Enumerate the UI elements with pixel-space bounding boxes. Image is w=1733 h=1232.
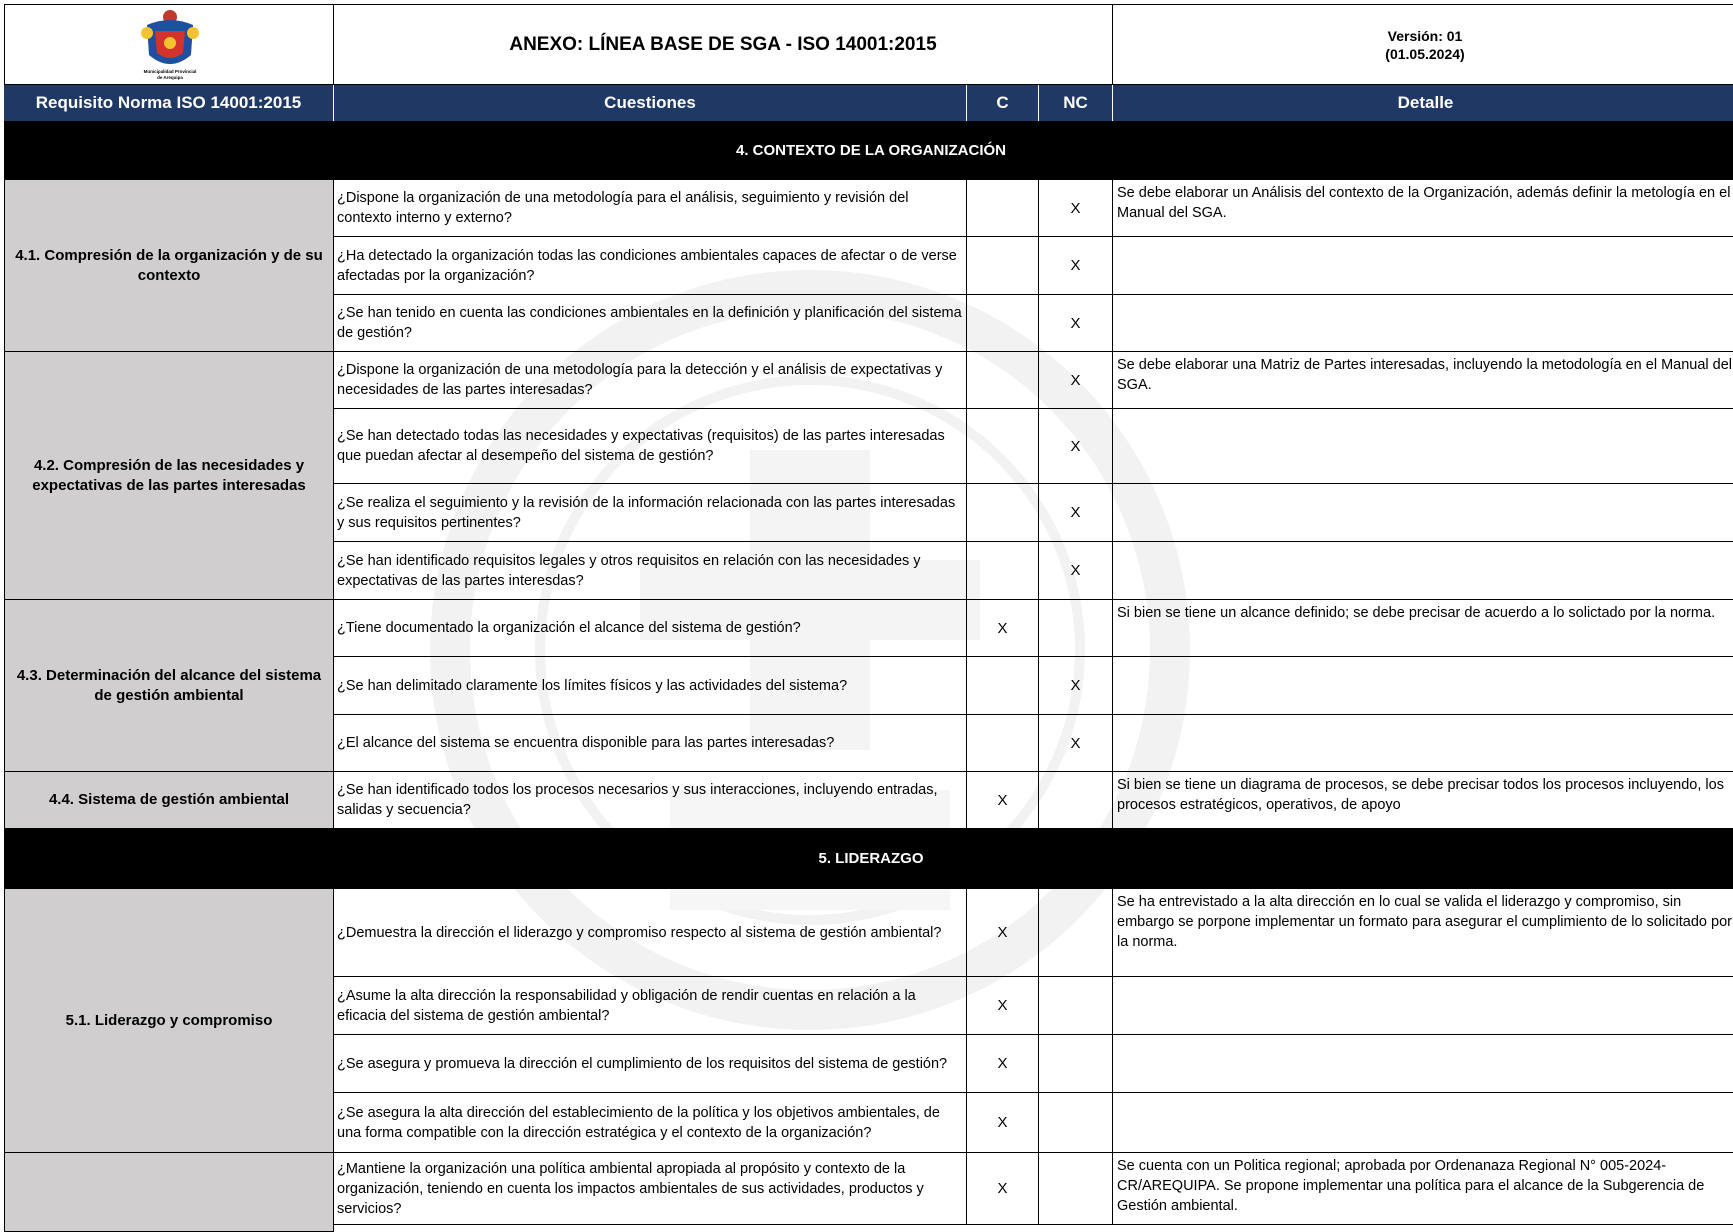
- detail-cell: Si bien se tiene un diagrama de procesos, se debe precisar todos los procesos incluyendo, los procesos estratégicos, operativos, de apoyo: [1112, 771, 1733, 829]
- detail-cell: [1112, 714, 1733, 772]
- svg-text:de Arequipa: de Arequipa: [157, 75, 183, 80]
- requirement-5-2: [4, 1152, 334, 1232]
- nc-cell: X: [1038, 714, 1113, 772]
- detail-cell: Se debe elaborar un Análisis del contexto de la Organización, además definir la metología en el Manual del SGA.: [1112, 179, 1733, 237]
- c-cell: X: [966, 1034, 1039, 1093]
- nc-cell: X: [1038, 294, 1113, 352]
- c-cell: [966, 483, 1039, 542]
- c-cell: [966, 408, 1039, 484]
- nc-cell: [1038, 976, 1113, 1035]
- question-cell: ¿Se asegura y promueva la dirección el cumplimiento de los requisitos del sistema de gestión?: [333, 1034, 967, 1093]
- c-cell: X: [966, 888, 1039, 977]
- col-header-questions: Cuestiones: [334, 85, 967, 121]
- nc-cell: [1038, 771, 1113, 829]
- question-cell: ¿Se realiza el seguimiento y la revisión de la información relacionada con las partes interesadas y sus requisitos pertinentes?: [333, 483, 967, 542]
- detail-cell: [1112, 976, 1733, 1035]
- document-title: ANEXO: LÍNEA BASE DE SGA - ISO 14001:2015: [333, 4, 1113, 85]
- c-cell: X: [966, 599, 1039, 657]
- col-header-detail: Detalle: [1113, 85, 1733, 121]
- question-cell: ¿Dispone la organización de una metodología para la detección y el análisis de expectativas y necesidades de las partes interesadas?: [333, 351, 967, 409]
- detail-cell: [1112, 541, 1733, 600]
- nc-cell: X: [1038, 483, 1113, 542]
- c-cell: [966, 179, 1039, 237]
- question-cell: ¿Dispone la organización de una metodología para el análisis, seguimiento y revisión del contexto interno y externo?: [333, 179, 967, 237]
- col-header-requirement: Requisito Norma ISO 14001:2015: [4, 85, 334, 121]
- question-cell: ¿Se asegura la alta dirección del establecimiento de la política y los objetivos ambientales, de una forma compatible con la dirección estratégica y el contexto de la organización?: [333, 1092, 967, 1153]
- nc-cell: X: [1038, 541, 1113, 600]
- requirement-4-4: 4.4. Sistema de gestión ambiental: [4, 771, 334, 829]
- section-heading: 5. LIDERAZGO: [4, 829, 1733, 888]
- detail-cell: Se debe elaborar una Matriz de Partes interesadas, incluyendo la metodología en el Manual del SGA.: [1112, 351, 1733, 409]
- c-cell: [966, 714, 1039, 772]
- question-cell: ¿Mantiene la organización una política ambiental apropiada al propósito y contexto de la organización, teniendo en cuenta los impactos ambientales de sus actividades, productos y servicios?: [333, 1152, 967, 1225]
- nc-cell: [1038, 599, 1113, 657]
- c-cell: X: [966, 1092, 1039, 1153]
- svg-text:Municipalidad Provincial: Municipalidad Provincial: [143, 69, 197, 74]
- question-cell: ¿Se han tenido en cuenta las condiciones ambientales en la definición y planificación del sistema de gestión?: [333, 294, 967, 352]
- detail-cell: [1112, 1092, 1733, 1153]
- detail-cell: Si bien se tiene un alcance definido; se debe precisar de acuerdo a lo solictado por la norma.: [1112, 599, 1733, 657]
- detail-cell: [1112, 408, 1733, 484]
- c-cell: X: [966, 771, 1039, 829]
- requirement-5-1: 5.1. Liderazgo y compromiso: [4, 888, 334, 1153]
- section-heading: 4. CONTEXTO DE LA ORGANIZACIÓN: [4, 121, 1733, 179]
- c-cell: X: [966, 1152, 1039, 1225]
- question-cell: ¿Se han identificado todos los procesos necesarios y sus interacciones, incluyendo entradas, salidas y secuencia?: [333, 771, 967, 829]
- version-label: Versión: 01: [1387, 27, 1463, 44]
- nc-cell: [1038, 1092, 1113, 1153]
- question-cell: ¿Tiene documentado la organización el alcance del sistema de gestión?: [333, 599, 967, 657]
- nc-cell: [1038, 888, 1113, 977]
- question-cell: ¿Demuestra la dirección el liderazgo y compromiso respecto al sistema de gestión ambiental?: [333, 888, 967, 977]
- version-cell: [1112, 4, 1733, 85]
- detail-cell: [1112, 236, 1733, 295]
- c-cell: [966, 294, 1039, 352]
- detail-cell: [1112, 294, 1733, 352]
- c-cell: X: [966, 976, 1039, 1035]
- question-cell: ¿Asume la alta dirección la responsabilidad y obligación de rendir cuentas en relación a la eficacia del sistema de gestión ambiental?: [333, 976, 967, 1035]
- c-cell: [966, 541, 1039, 600]
- requirement-4-1: 4.1. Compresión de la organización y de su contexto: [4, 179, 334, 352]
- c-cell: [966, 236, 1039, 295]
- nc-cell: X: [1038, 351, 1113, 409]
- detail-cell: Se ha entrevistado a la alta dirección en lo cual se valida el liderazgo y compromiso, sin embargo se porpone implementar un formato para asegurar el cumplimiento de lo solicitado por la norma.: [1112, 888, 1733, 977]
- detail-cell: [1112, 1034, 1733, 1093]
- col-header-nc: NC: [1039, 85, 1113, 121]
- detail-cell: [1112, 656, 1733, 715]
- logo-cell: [4, 4, 334, 85]
- question-cell: ¿Ha detectado la organización todas las condiciones ambientales capaces de afectar o de verse afectadas por la organización?: [333, 236, 967, 295]
- question-cell: ¿El alcance del sistema se encuentra disponible para las partes interesadas?: [333, 714, 967, 772]
- nc-cell: X: [1038, 656, 1113, 715]
- nc-cell: X: [1038, 408, 1113, 484]
- c-cell: [966, 351, 1039, 409]
- question-cell: ¿Se han detectado todas las necesidades y expectativas (requisitos) de las partes interesadas que puedan afectar al desempeño del sistema de gestión?: [333, 408, 967, 484]
- detail-cell: Se cuenta con un Politica regional; aprobada por Ordenanaza Regional N° 005-2024-CR/AREQUIPA. Se propone implementar una política para el alcance de la Subgerencia de Gestión ambiental.: [1112, 1152, 1733, 1225]
- col-header-c: C: [967, 85, 1039, 121]
- nc-cell: [1038, 1034, 1113, 1093]
- nc-cell: X: [1038, 236, 1113, 295]
- municipality-logo: [135, 7, 205, 83]
- version-date: (01.05.2024): [1385, 45, 1465, 62]
- question-cell: ¿Se han delimitado claramente los límites físicos y las actividades del sistema?: [333, 656, 967, 715]
- c-cell: [966, 656, 1039, 715]
- nc-cell: [1038, 1152, 1113, 1225]
- question-cell: ¿Se han identificado requisitos legales y otros requisitos en relación con las necesidades y expectativas de las partes interesdas?: [333, 541, 967, 600]
- nc-cell: X: [1038, 179, 1113, 237]
- requirement-4-2: 4.2. Compresión de las necesidades y expectativas de las partes interesadas: [4, 351, 334, 600]
- detail-cell: [1112, 483, 1733, 542]
- requirement-4-3: 4.3. Determinación del alcance del sistema de gestión ambiental: [4, 599, 334, 772]
